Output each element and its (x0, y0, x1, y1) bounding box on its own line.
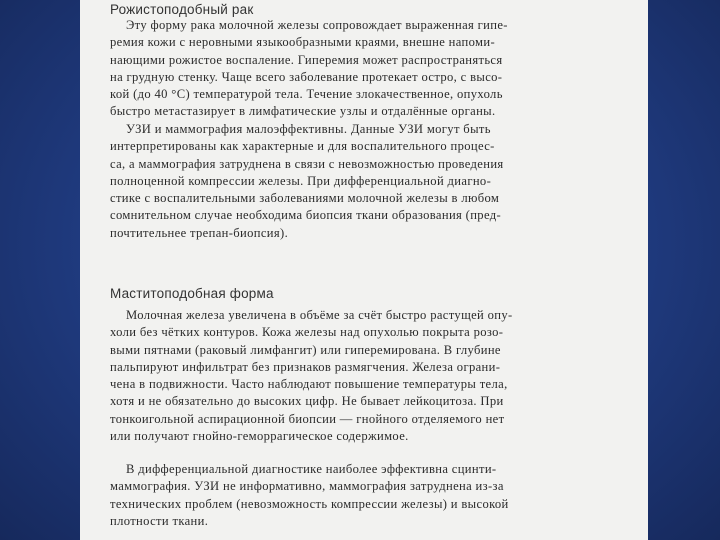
text-line: ремия кожи с неровными языкообразными краями, внешне напоми- (110, 35, 495, 50)
text-line: чена в подвижности. Часто наблюдают повышение температуры тела, (110, 377, 508, 392)
text-line: полноценной компрессии железы. При дифференциальной диагно- (110, 173, 492, 188)
text-line: кой (до 40 °С) температурой тела. Течение злокачественное, опухоль (110, 87, 503, 102)
section-heading-erysipelas-like-cancer: Рожистоподобный рак (110, 2, 254, 17)
text-line: нающими рожистое воспаление. Гиперемия может распространяться (110, 52, 503, 67)
paragraph-erysipelas-diagnostics (110, 121, 648, 242)
text-line: тонкоигольной аспирационной биопсии — гнойного отделяемого нет (110, 411, 505, 426)
text-line: плотности ткани. (110, 513, 209, 528)
section-heading-mastitis-like-form: Маститоподобная форма (110, 286, 274, 301)
paragraph-erysipelas-description (110, 17, 648, 121)
text-line: маммография. УЗИ не информативно, маммография затруднена из-за (110, 479, 504, 494)
text-line: технических проблем (невозможность компрессии железы) и высокой (110, 496, 509, 511)
text-line: УЗИ и маммография малоэффективны. Данные УЗИ могут быть (126, 122, 491, 136)
text-line: стике с воспалительными заболеваниями молочной железы в любом (110, 191, 500, 206)
paragraph-mastitis-description (110, 307, 648, 445)
paragraph-mastitis-diagnostics (110, 461, 648, 530)
text-line: выми пятнами (раковый лимфангит) или гиперемирована. В глубине (110, 342, 501, 357)
text-line: В дифференциальной диагностике наиболее эффективна сцинти- (126, 462, 497, 476)
text-line: Молочная железа увеличена в объёме за счёт быстро растущей опу- (126, 308, 513, 322)
text-line: сомнительном случае необходима биопсия ткани образования (пред- (110, 208, 502, 223)
text-line: Эту форму рака молочной железы сопровождает выраженная гипе- (126, 18, 508, 32)
scanned-page (80, 0, 648, 540)
text-line: почтительнее трепан-биопсия). (110, 225, 289, 240)
text-line: быстро метастазирует в лимфатические узлы и отдалённые органы. (110, 104, 496, 119)
text-line: холи без чётких контуров. Кожа железы над опухолью покрыта розо- (110, 325, 504, 340)
text-line: са, а маммография затруднена в связи с невозможностью проведения (110, 156, 504, 171)
text-line: интерпретированы как характерные и для воспалительного процес- (110, 139, 495, 154)
text-line: на грудную стенку. Чаще всего заболевание протекает остро, с высо- (110, 69, 503, 84)
text-line: пальпируют инфильтрат без признаков размягчения. Железа ограни- (110, 359, 501, 374)
text-line: хотя и не обязательно до высоких цифр. Не бывает лейкоцитоза. При (110, 394, 504, 409)
text-line: или получают гнойно-геморрагическое содержимое. (110, 429, 409, 444)
